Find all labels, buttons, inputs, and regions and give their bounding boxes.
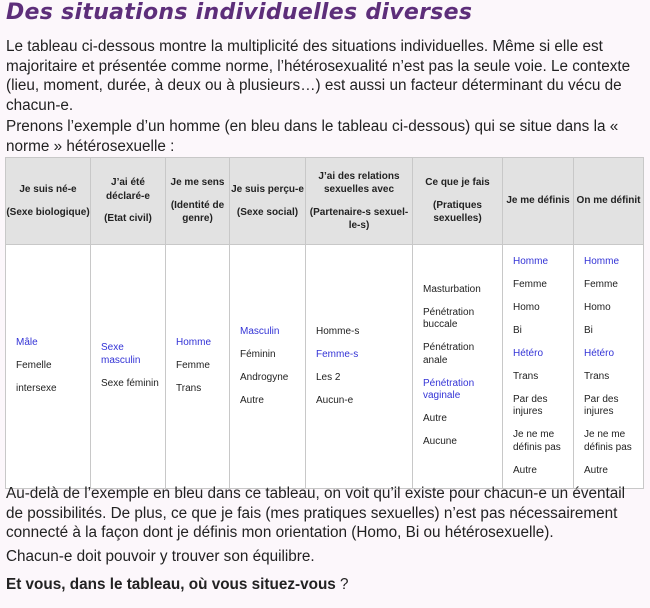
column-header-subtitle: (Sexe social) [236,206,299,218]
question-paragraph [6,575,646,595]
table-header-row [6,158,644,245]
cell-option: Femelle [16,360,52,371]
column-header [503,158,574,245]
cell-option: Trans [176,383,202,394]
column-header-subtitle: (Sexe biologique) [6,206,90,218]
column-header-title: J’ai des relations sexuelles avec [318,170,400,195]
conclusion-paragraph: Au-delà de l’exemple en bleu dans ce tableau, on voit qu’il existe pour chacun-e un éventail de possibilités. De plus, ce que je fais (mes pratiques sexuelles) n’est pas nécessairement connecté à la façon dont je définis mon orientation (Homo, Bi ou hétérosexuelle). [6,485,626,541]
cell-option: Homme-s [316,325,360,337]
cell-option: Femme [176,360,210,371]
balance-paragraph: Chacun-e doit pouvoir y trouver son équilibre. [6,548,315,565]
cell-option: Homo [584,301,611,313]
page-title: Des situations individuelles diverses [6,0,473,25]
cell-option: Sexe féminin [101,377,159,389]
column-cell [503,245,574,489]
cell-option: Par des injures [584,393,619,417]
column-header-subtitle: (Partenaire-s sexuel-le-s) [309,206,409,231]
cell-option: Je ne me définis pas [513,429,561,453]
column-header-title: Je suis né-e [19,184,77,195]
example-paragraph: Prenons l’exemple d’un homme (en bleu dans le tableau ci-dessous) qui se situe dans la « norme » hétérosexuelle : [6,118,619,155]
cell-option: Aucun-e [316,394,354,406]
cell-option: Les 2 [316,371,341,383]
column-cell [91,245,166,489]
cell-option: Pénétration anale [423,342,475,366]
cell-option: intersexe [16,383,57,394]
question-bold-text: Et vous, dans le tableau, où vous situez-vous [6,576,336,593]
column-header-title: Je me sens [170,177,225,189]
cell-option: Pénétration vaginale [423,377,475,402]
cell-option: Mâle [16,337,38,348]
cell-option: Femme [584,278,618,290]
column-header-title: J’ai été déclaré-e [106,177,150,202]
cell-option: Hétéro [513,347,544,359]
cell-option: Autre [423,413,447,425]
column-header-subtitle: (Identité de genre) [170,199,225,225]
column-header-title: On me définit [576,195,641,207]
column-header-subtitle: (Etat civil) [104,213,152,225]
cell-option: Féminin [240,348,276,360]
cell-option: Trans [584,370,610,382]
cell-option: Par des injures [513,393,548,417]
column-header-subtitle: (Pratiques sexuelles) [433,199,482,225]
column-header-title: Je suis perçu-e [231,184,304,195]
cell-option: Hétéro [584,347,615,359]
column-header [306,158,413,245]
column-cell [574,245,644,489]
cell-option: Trans [513,370,539,382]
cell-option: Autre [584,464,608,476]
column-header [91,158,166,245]
column-cell [413,245,503,489]
cell-option: Autre [513,464,537,476]
table-body-row [6,245,644,489]
cell-option: Autre [240,394,264,406]
cell-option: Pénétration buccale [423,306,475,331]
cell-option: Je ne me définis pas [584,429,632,453]
column-cell [166,245,230,489]
cell-option: Aucune [423,436,457,448]
cell-option: Homo [513,301,540,313]
column-header [574,158,644,245]
intro-paragraph: Le tableau ci-dessous montre la multiplicité des situations individuelles. Même si elle est majoritaire et présentée comme norme, l’hétérosexualité n’est pas la seule voie. Le contexte (lieu, moment, durée, à deux ou à plusieurs…) est aussi un facteur déterminant du vécu de chacun-e. [6,38,631,114]
column-cell [6,245,91,489]
cell-option: Homme [584,255,620,267]
situations-table [5,157,644,489]
cell-option: Femme-s [316,348,359,360]
cell-option: Sexe masculin [101,342,141,366]
cell-option: Masturbation [423,283,481,295]
cell-option: Femme [513,278,547,290]
cell-option: Homme [513,255,549,267]
column-header [230,158,306,245]
column-header [166,158,230,245]
cell-option: Bi [513,324,522,336]
column-cell [306,245,413,489]
column-header-title: Je me définis [506,195,570,207]
question-mark: ? [335,576,349,593]
column-cell [230,245,306,489]
cell-option: Homme [176,337,212,348]
cell-option: Androgyne [240,371,289,383]
cell-option: Masculin [240,325,280,337]
column-header [6,158,91,245]
column-header-title: Ce que je fais [425,177,490,189]
cell-option: Bi [584,324,593,336]
column-header [413,158,503,245]
